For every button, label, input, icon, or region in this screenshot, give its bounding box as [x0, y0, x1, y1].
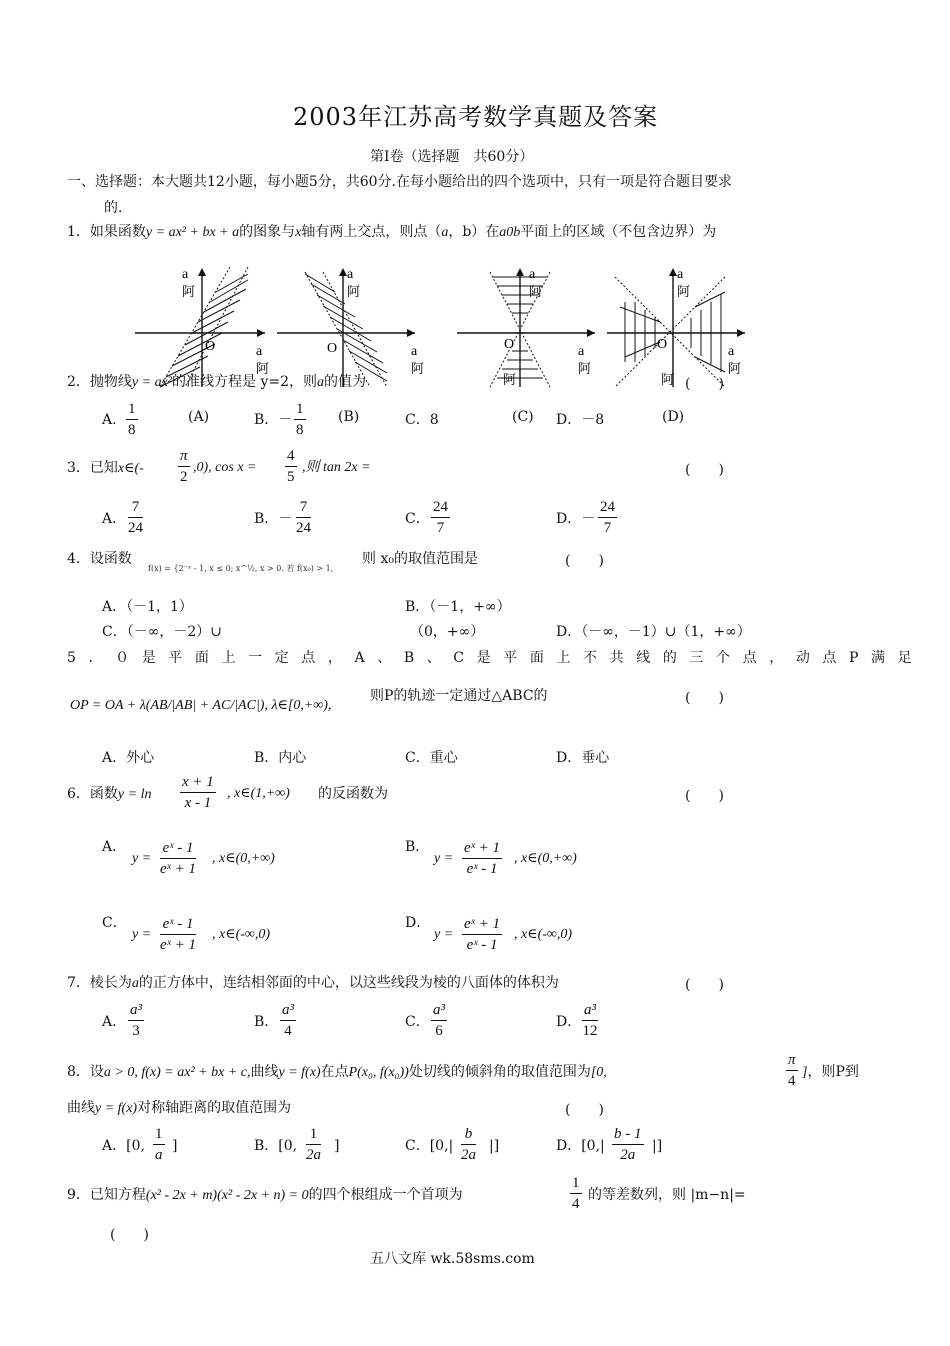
svg-text:O: O	[657, 337, 668, 352]
q2-option-c: C．8	[405, 412, 439, 428]
q5-text: 5．０是平面上一定点，A、B、C是平面上不共线的三个点，动点P满足	[67, 650, 925, 666]
q8-option-a-frac: $\frac{1}{a}$	[155, 1126, 163, 1163]
q3-formula-mid: ,0), cos x =	[193, 460, 257, 475]
svg-text:a: a	[529, 267, 536, 282]
q9-text-2: 的等差数列，则 |m−n|=	[588, 1187, 746, 1203]
q4-text: 4．设函数	[67, 551, 132, 567]
q4-option-b: B．（－1，+∞）	[405, 599, 511, 615]
q1-figure-d	[605, 262, 755, 392]
q3-option-b-frac: $\frac{7}{24}$	[296, 499, 311, 536]
q2-option-b-frac: $\frac{1}{8}$	[296, 401, 304, 438]
q2-option-a-frac: $\frac{1}{8}$	[128, 401, 136, 438]
q3-four-fifths: $\frac{4}{5}$	[287, 448, 295, 485]
q6-option-c-domain: , x∈(-∞,0)	[212, 927, 271, 942]
svg-text:a: a	[728, 344, 735, 359]
q8-option-d-frac: $\frac{b - 1}{2a}$	[614, 1126, 642, 1163]
q8-text: 8．设a > 0, f(x) = ax² + bx + c,曲线y = f(x)在点P(x₀, f(x₀))处切线的倾斜角的取值范围为[0,	[67, 1064, 607, 1080]
q2-text: 2．抛物线y = ax²的准线方程是 y=2，则a的值为	[67, 374, 366, 390]
q5-vector-formula: OP = OA + λ(AB/|AB| + AC/|AC|), λ∈[0,+∞),	[70, 698, 332, 713]
q1-label-d: (D)	[662, 409, 685, 425]
q2-option-a: A．	[102, 412, 127, 428]
svg-text:阿: 阿	[677, 285, 691, 300]
q8-pi-over-4: $\frac{\pi}{4}$	[788, 1052, 796, 1089]
q8-option-a-close: ]	[172, 1138, 178, 1154]
svg-text:O: O	[504, 337, 515, 352]
q5-option-c: C．重心	[405, 750, 458, 766]
q3-option-c-frac: $\frac{24}{7}$	[433, 499, 448, 536]
q8-option-b: B．[0,	[254, 1138, 298, 1154]
q6-text-2: 的反函数为	[318, 786, 388, 802]
q6-answer-blank: ( )	[685, 788, 724, 804]
q2-option-d: D．－8	[556, 412, 605, 428]
q9-answer-blank: ( )	[110, 1227, 149, 1243]
q1-text: 1．如果函数y = ax² + bx + a的图象与x轴有两上交点，则点（a，b）在a0b平面上的区域（不包含边界）为	[67, 224, 717, 240]
q7-option-c-frac: $\frac{\text{a³}}{6}$	[433, 1002, 445, 1039]
q4-answer-blank: ( )	[565, 553, 604, 569]
q5-option-b: B．内心	[254, 750, 307, 766]
q7-option-a-frac: $\frac{\text{a³}}{3}$	[130, 1002, 142, 1039]
q2-answer-blank: ( )	[685, 376, 724, 392]
svg-text:a: a	[347, 267, 354, 282]
q1-label-a: (A)	[188, 409, 210, 425]
q3-formula-end: ,则 tan 2x =	[302, 460, 371, 475]
svg-text:a: a	[578, 344, 585, 359]
q7-text: 7．棱长为a的正方体中，连结相邻面的中心，以这些线段为棱的八面体的体积为	[67, 975, 559, 991]
q4-option-a: A．（－1，1）	[102, 599, 193, 615]
q6-formula-frac: $\frac{x + 1}{x - 1}$	[182, 774, 214, 811]
q3-option-a-frac: $\frac{7}{24}$	[128, 499, 143, 536]
q3-text: 3．已知x∈(-	[67, 460, 144, 476]
q8-answer-blank: ( )	[565, 1102, 604, 1118]
q8-option-b-close: ]	[334, 1138, 340, 1154]
svg-text:阿: 阿	[728, 362, 742, 377]
q6-option-c-y: y =	[132, 927, 152, 942]
svg-text:a: a	[256, 344, 263, 359]
svg-text:阿: 阿	[661, 373, 675, 388]
svg-text:a: a	[411, 344, 418, 359]
q6-option-c: C．	[102, 915, 127, 931]
q4-text-2: 则 x₀的取值范围是	[362, 551, 478, 567]
page-title: 2003年江苏高考数学真题及答案	[293, 103, 659, 131]
q3-option-c: C．	[405, 511, 430, 527]
q7-option-d-frac: $\frac{\text{a³}}{12}$	[582, 1002, 598, 1039]
q6-option-c-frac: $\frac{\text{eˣ - 1}}{\text{eˣ + 1}}$	[160, 916, 197, 953]
q8-option-d: D．[0,|	[556, 1138, 605, 1154]
q6-option-d-y: y =	[434, 927, 454, 942]
q5-text-2: 则P的轨迹一定通过△ABC的	[370, 688, 548, 704]
q3-pi-over-2: $\frac{\pi}{2}$	[180, 448, 188, 485]
q7-option-b-frac: $\frac{\text{a³}}{4}$	[282, 1002, 294, 1039]
q6-option-d-frac: $\frac{\text{eˣ + 1}}{\text{eˣ - 1}}$	[464, 916, 501, 953]
q8-option-c: C．[0,|	[405, 1138, 454, 1154]
q7-option-b: B．	[254, 1014, 279, 1030]
svg-text:阿: 阿	[503, 373, 517, 388]
q6-option-a: A．	[102, 839, 127, 855]
q4-option-d: D．（－∞，－1）∪（1，+∞）	[556, 624, 751, 640]
q3-option-d: D．－	[556, 511, 596, 527]
part-subtitle: 第Ⅰ卷（选择题 共60分）	[370, 149, 534, 165]
q1-figure-c	[455, 262, 605, 392]
svg-text:阿: 阿	[529, 285, 543, 300]
svg-text:O: O	[327, 341, 338, 356]
q6-option-a-frac: $\frac{\text{eˣ - 1}}{\text{eˣ + 1}}$	[160, 840, 197, 877]
svg-text:阿: 阿	[347, 285, 361, 300]
q8-option-b-frac: $\frac{1}{2a}$	[306, 1126, 321, 1163]
footer-watermark: 五八文库 wk.58sms.com	[370, 1251, 535, 1267]
q6-option-b-frac: $\frac{\text{eˣ + 1}}{\text{eˣ - 1}}$	[464, 840, 501, 877]
svg-text:阿: 阿	[182, 285, 196, 300]
q3-answer-blank: ( )	[685, 462, 724, 478]
q1-label-c: (C)	[512, 409, 534, 425]
q6-option-d-domain: , x∈(-∞,0)	[514, 927, 573, 942]
q3-option-d-frac: $\frac{24}{7}$	[600, 499, 615, 536]
q6-option-b-domain: , x∈(0,+∞)	[514, 851, 577, 866]
q5-option-d: D．垂心	[556, 750, 610, 766]
q7-option-a: A．	[102, 1014, 127, 1030]
svg-text:阿: 阿	[256, 362, 270, 377]
q7-option-c: C．	[405, 1014, 430, 1030]
section-intro-cont: 的.	[104, 200, 123, 216]
q6-text: 6．函数y = ln	[67, 786, 152, 802]
q6-option-a-y: y =	[132, 851, 152, 866]
q6-option-b-y: y =	[434, 851, 454, 866]
axis-label-a: a	[182, 267, 189, 282]
svg-text:O: O	[205, 339, 216, 354]
q8-option-a: A．[0,	[102, 1138, 145, 1154]
q7-option-d: D．	[556, 1014, 582, 1030]
q3-option-b: B．－	[254, 511, 293, 527]
q2-option-b: B．－	[254, 412, 293, 428]
q8-option-d-close: |]	[652, 1138, 663, 1154]
svg-text:阿: 阿	[578, 362, 592, 377]
q4-option-c: C．（－∞，－2）∪	[102, 624, 223, 640]
q9-text: 9．已知方程(x² - 2x + m)(x² - 2x + n) = 0的四个根组成一个首项为	[67, 1187, 463, 1203]
q4-piecewise-formula: f(x) = {2⁻ˣ - 1, x ≤ 0; x^½, x > 0. 若 f(x₀) > 1,	[148, 564, 334, 573]
q3-option-a: A．	[102, 511, 127, 527]
q1-label-b: (B)	[338, 409, 360, 425]
q7-answer-blank: ( )	[685, 977, 724, 993]
q4-option-c-cont: （0，+∞）	[410, 624, 485, 640]
q8-line2: 曲线y = f(x)对称轴距离的取值范围为	[67, 1100, 292, 1116]
q5-option-a: A．外心	[102, 750, 155, 766]
q6-option-b: B．	[405, 839, 430, 855]
q9-frac: $\frac{1}{4}$	[572, 1175, 580, 1212]
svg-text:a: a	[677, 267, 684, 282]
q6-option-d: D．	[405, 915, 431, 931]
q8-text-end: ]，则P到	[802, 1064, 859, 1080]
q8-option-c-frac: $\frac{b}{2a}$	[461, 1126, 476, 1163]
q5-answer-blank: ( )	[685, 690, 724, 706]
svg-text:阿: 阿	[411, 362, 425, 377]
q8-option-c-close: |]	[489, 1138, 500, 1154]
section-intro: 一、选择题：本大题共12小题，每小题5分，共60分.在每小题给出的四个选项中，只有一项是符合题目要求	[67, 174, 732, 190]
q6-option-a-domain: , x∈(0,+∞)	[212, 851, 275, 866]
q6-formula-domain: , x∈(1,+∞)	[227, 786, 290, 801]
